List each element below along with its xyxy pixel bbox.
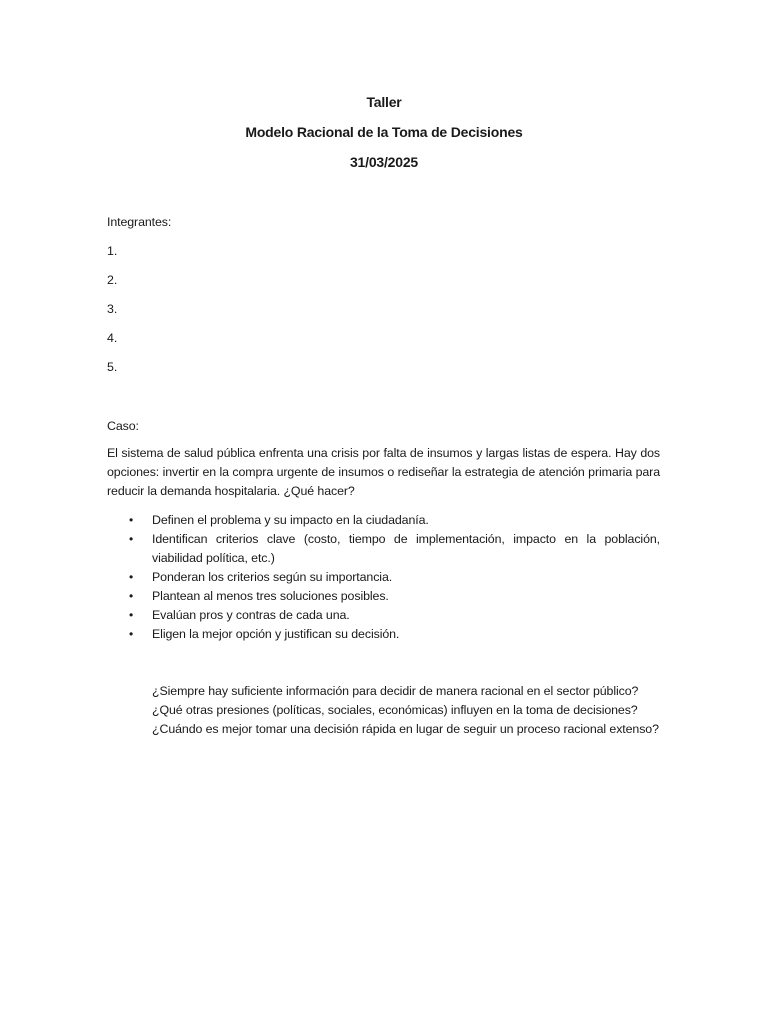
bullet-icon: • bbox=[129, 608, 134, 622]
list-item bbox=[107, 606, 660, 625]
member-item: 3. bbox=[107, 302, 118, 316]
list-item bbox=[107, 530, 660, 568]
list-item bbox=[107, 625, 660, 644]
questions-block bbox=[152, 682, 660, 739]
list-item bbox=[107, 511, 660, 530]
bullet-icon: • bbox=[129, 627, 134, 641]
step-text: Eligen la mejor opción y justifican su decisión. bbox=[152, 627, 400, 641]
bullet-icon: • bbox=[129, 570, 134, 584]
list-item bbox=[107, 568, 660, 587]
bullet-icon: • bbox=[129, 532, 134, 546]
step-text: Identifican criterios clave (costo, tiempo de implementación, impacto en la población, viabilidad política, etc.) bbox=[152, 532, 660, 565]
document-subtitle: Modelo Racional de la Toma de Decisiones bbox=[245, 124, 523, 140]
member-item: 4. bbox=[107, 331, 118, 345]
question-text: ¿Cuándo es mejor tomar una decisión rápida en lugar de seguir un proceso racional extenso? bbox=[152, 722, 659, 736]
steps-list bbox=[107, 511, 660, 644]
bullet-icon: • bbox=[129, 589, 134, 603]
case-label: Caso: bbox=[107, 419, 139, 433]
case-paragraph: El sistema de salud pública enfrenta una crisis por falta de insumos y largas listas de espera. Hay dos opciones: invertir en la compra urgente de insumos o rediseñar la estrategia de atención primaria para reducir la demanda hospitalaria. ¿Qué hacer? bbox=[107, 446, 660, 498]
bullet-icon: • bbox=[129, 513, 134, 527]
member-item: 2. bbox=[107, 273, 118, 287]
step-text: Evalúan pros y contras de cada una. bbox=[152, 608, 350, 622]
question-text: ¿Siempre hay suficiente información para decidir de manera racional en el sector público? bbox=[152, 684, 639, 698]
members-label: Integrantes: bbox=[107, 215, 172, 229]
member-item: 1. bbox=[107, 244, 118, 258]
step-text: Plantean al menos tres soluciones posibles. bbox=[152, 589, 389, 603]
document-date: 31/03/2025 bbox=[349, 154, 419, 170]
step-text: Definen el problema y su impacto en la ciudadanía. bbox=[152, 513, 429, 527]
step-text: Ponderan los criterios según su importancia. bbox=[152, 570, 393, 584]
list-item bbox=[107, 587, 660, 606]
member-item: 5. bbox=[107, 360, 118, 374]
question-text: ¿Qué otras presiones (políticas, sociales, económicas) influyen en la toma de decisiones? bbox=[152, 703, 638, 717]
document-title: Taller bbox=[366, 94, 402, 110]
